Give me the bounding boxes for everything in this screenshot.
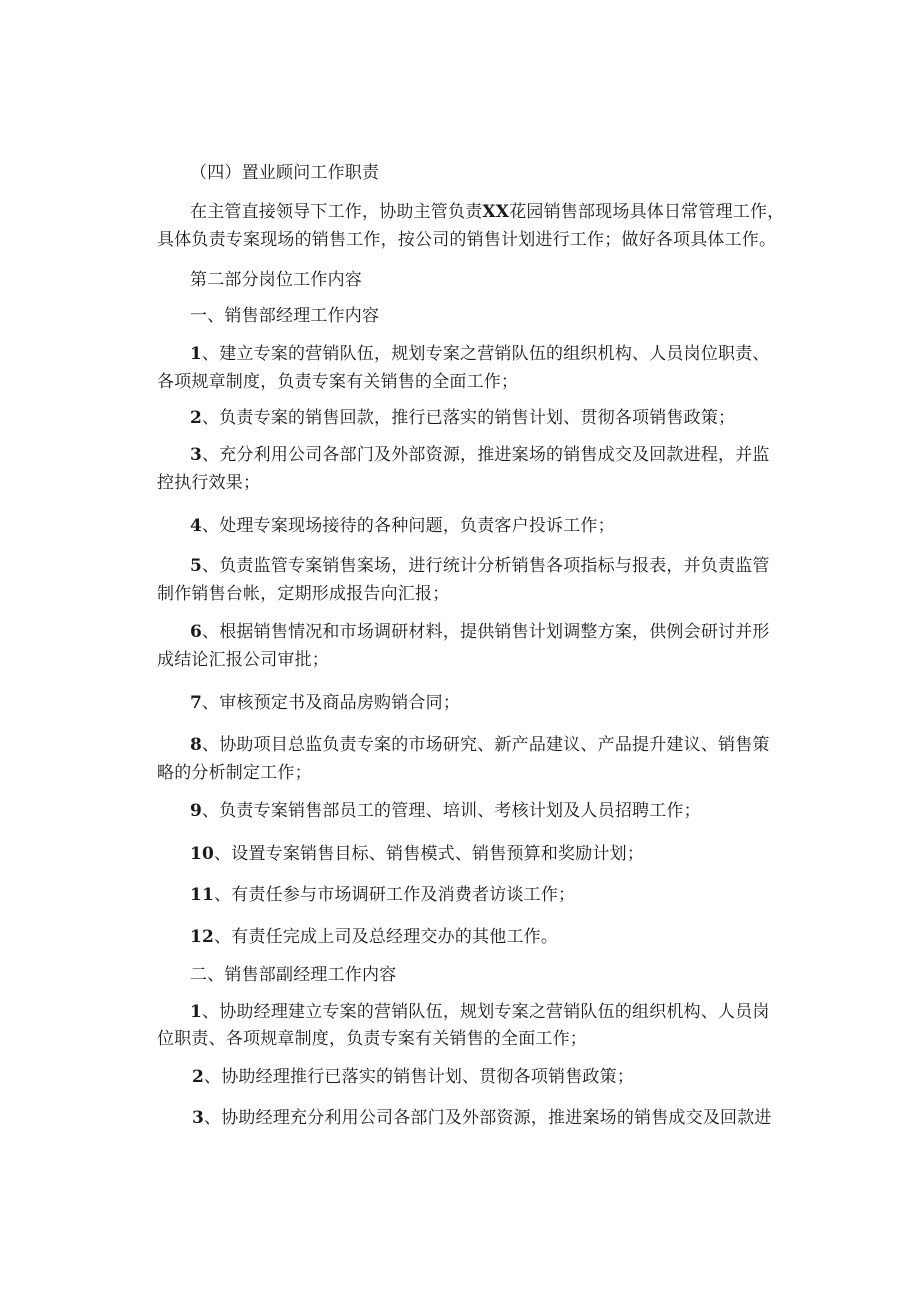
item-text: 、负责监管专案销售案场，进行统计分析销售各项指标与报表，并负责监管: [202, 556, 770, 576]
item-text: 、有责任参与市场调研工作及消费者访谈工作；: [214, 885, 576, 905]
item-number: 2: [192, 1067, 205, 1087]
item-number: 9: [190, 801, 203, 821]
item-text: 、负责专案销售部员工的管理、培训、考核计划及人员招聘工作；: [202, 801, 701, 821]
manager-item-5-line-2: 制作销售台帐，定期形成报告向汇报；: [157, 584, 450, 604]
part-2-heading: 第二部分岗位工作内容: [190, 270, 362, 290]
item-number: 1: [190, 1002, 203, 1022]
manager-item-5-line-1: [190, 555, 770, 577]
manager-item-8-line-1: [190, 734, 770, 756]
item-number: 8: [190, 735, 203, 755]
manager-section-heading: 一、销售部经理工作内容: [190, 306, 380, 326]
item-text: 、有责任完成上司及总经理交办的其他工作。: [214, 927, 559, 947]
section-4-paragraph-line-1: [190, 201, 784, 223]
manager-item-11: [190, 884, 575, 906]
project-code: XX: [482, 202, 510, 222]
item-text: 、建立专案的营销队伍，规划专案之营销队伍的组织机构、人员岗位职责、: [202, 344, 770, 364]
manager-item-10: [190, 843, 644, 865]
deputy-item-1-line-2: 位职责、各项规章制度，负责专案有关销售的全面工作；: [157, 1029, 587, 1049]
manager-item-3-line-1: [190, 444, 770, 466]
item-text: 、协助经理充分利用公司各部门及外部资源，推进案场的销售成交及回款进: [204, 1108, 772, 1128]
item-number: 11: [190, 885, 215, 905]
section-4-paragraph-line-2: 具体负责专案现场的销售工作，按公司的销售计划进行工作；做好各项具体工作。: [157, 230, 777, 250]
item-number: 10: [190, 844, 215, 864]
manager-item-3-line-2: 控执行效果；: [157, 473, 261, 493]
item-number: 3: [190, 445, 203, 465]
item-number: 2: [190, 408, 203, 428]
deputy-item-3-line-1: [192, 1107, 772, 1129]
deputy-section-heading: 二、销售部副经理工作内容: [190, 965, 397, 985]
text-segment: 花园销售部现场具体日常管理工作，: [509, 202, 785, 222]
manager-item-7: [190, 692, 460, 714]
manager-item-6-line-1: [190, 621, 770, 643]
manager-item-1-line-1: [190, 343, 770, 365]
item-number: 5: [190, 556, 203, 576]
manager-item-1-line-2: 各项规章制度，负责专案有关销售的全面工作；: [157, 372, 519, 392]
manager-item-9: [190, 800, 701, 822]
text-segment: 在主管直接领导下工作，协助主管负责: [190, 202, 483, 222]
item-text: 、充分利用公司各部门及外部资源，推进案场的销售成交及回款进程，并监: [202, 445, 770, 465]
item-text: 、根据销售情况和市场调研材料，提供销售计划调整方案，供例会研讨并形: [202, 622, 770, 642]
manager-item-2: [190, 407, 735, 429]
manager-item-8-line-2: 略的分析制定工作；: [157, 763, 312, 783]
item-text: 、负责专案的销售回款，推行已落实的销售计划、贯彻各项销售政策；: [202, 408, 736, 428]
manager-item-12: [190, 926, 558, 948]
item-text: 、审核预定书及商品房购销合同；: [202, 693, 461, 713]
manager-item-4: [190, 515, 615, 537]
section-4-heading: （四）置业顾问工作职责: [190, 163, 380, 183]
item-number: 4: [190, 516, 203, 536]
item-number: 7: [190, 693, 203, 713]
item-number: 6: [190, 622, 203, 642]
item-text: 、协助经理建立专案的营销队伍，规划专案之营销队伍的组织机构、人员岗: [202, 1002, 770, 1022]
manager-item-6-line-2: 成结论汇报公司审批；: [157, 650, 329, 670]
item-number: 1: [190, 344, 203, 364]
item-text: 、协助项目总监负责专案的市场研究、新产品建议、产品提升建议、销售策: [202, 735, 770, 755]
deputy-item-1-line-1: [190, 1001, 770, 1023]
item-number: 3: [192, 1108, 205, 1128]
item-number: 12: [190, 927, 215, 947]
item-text: 、协助经理推行已落实的销售计划、贯彻各项销售政策；: [204, 1067, 635, 1087]
item-text: 、设置专案销售目标、销售模式、销售预算和奖励计划；: [214, 844, 645, 864]
deputy-item-2: [192, 1066, 634, 1088]
item-text: 、处理专案现场接待的各种问题，负责客户投诉工作；: [202, 516, 615, 536]
